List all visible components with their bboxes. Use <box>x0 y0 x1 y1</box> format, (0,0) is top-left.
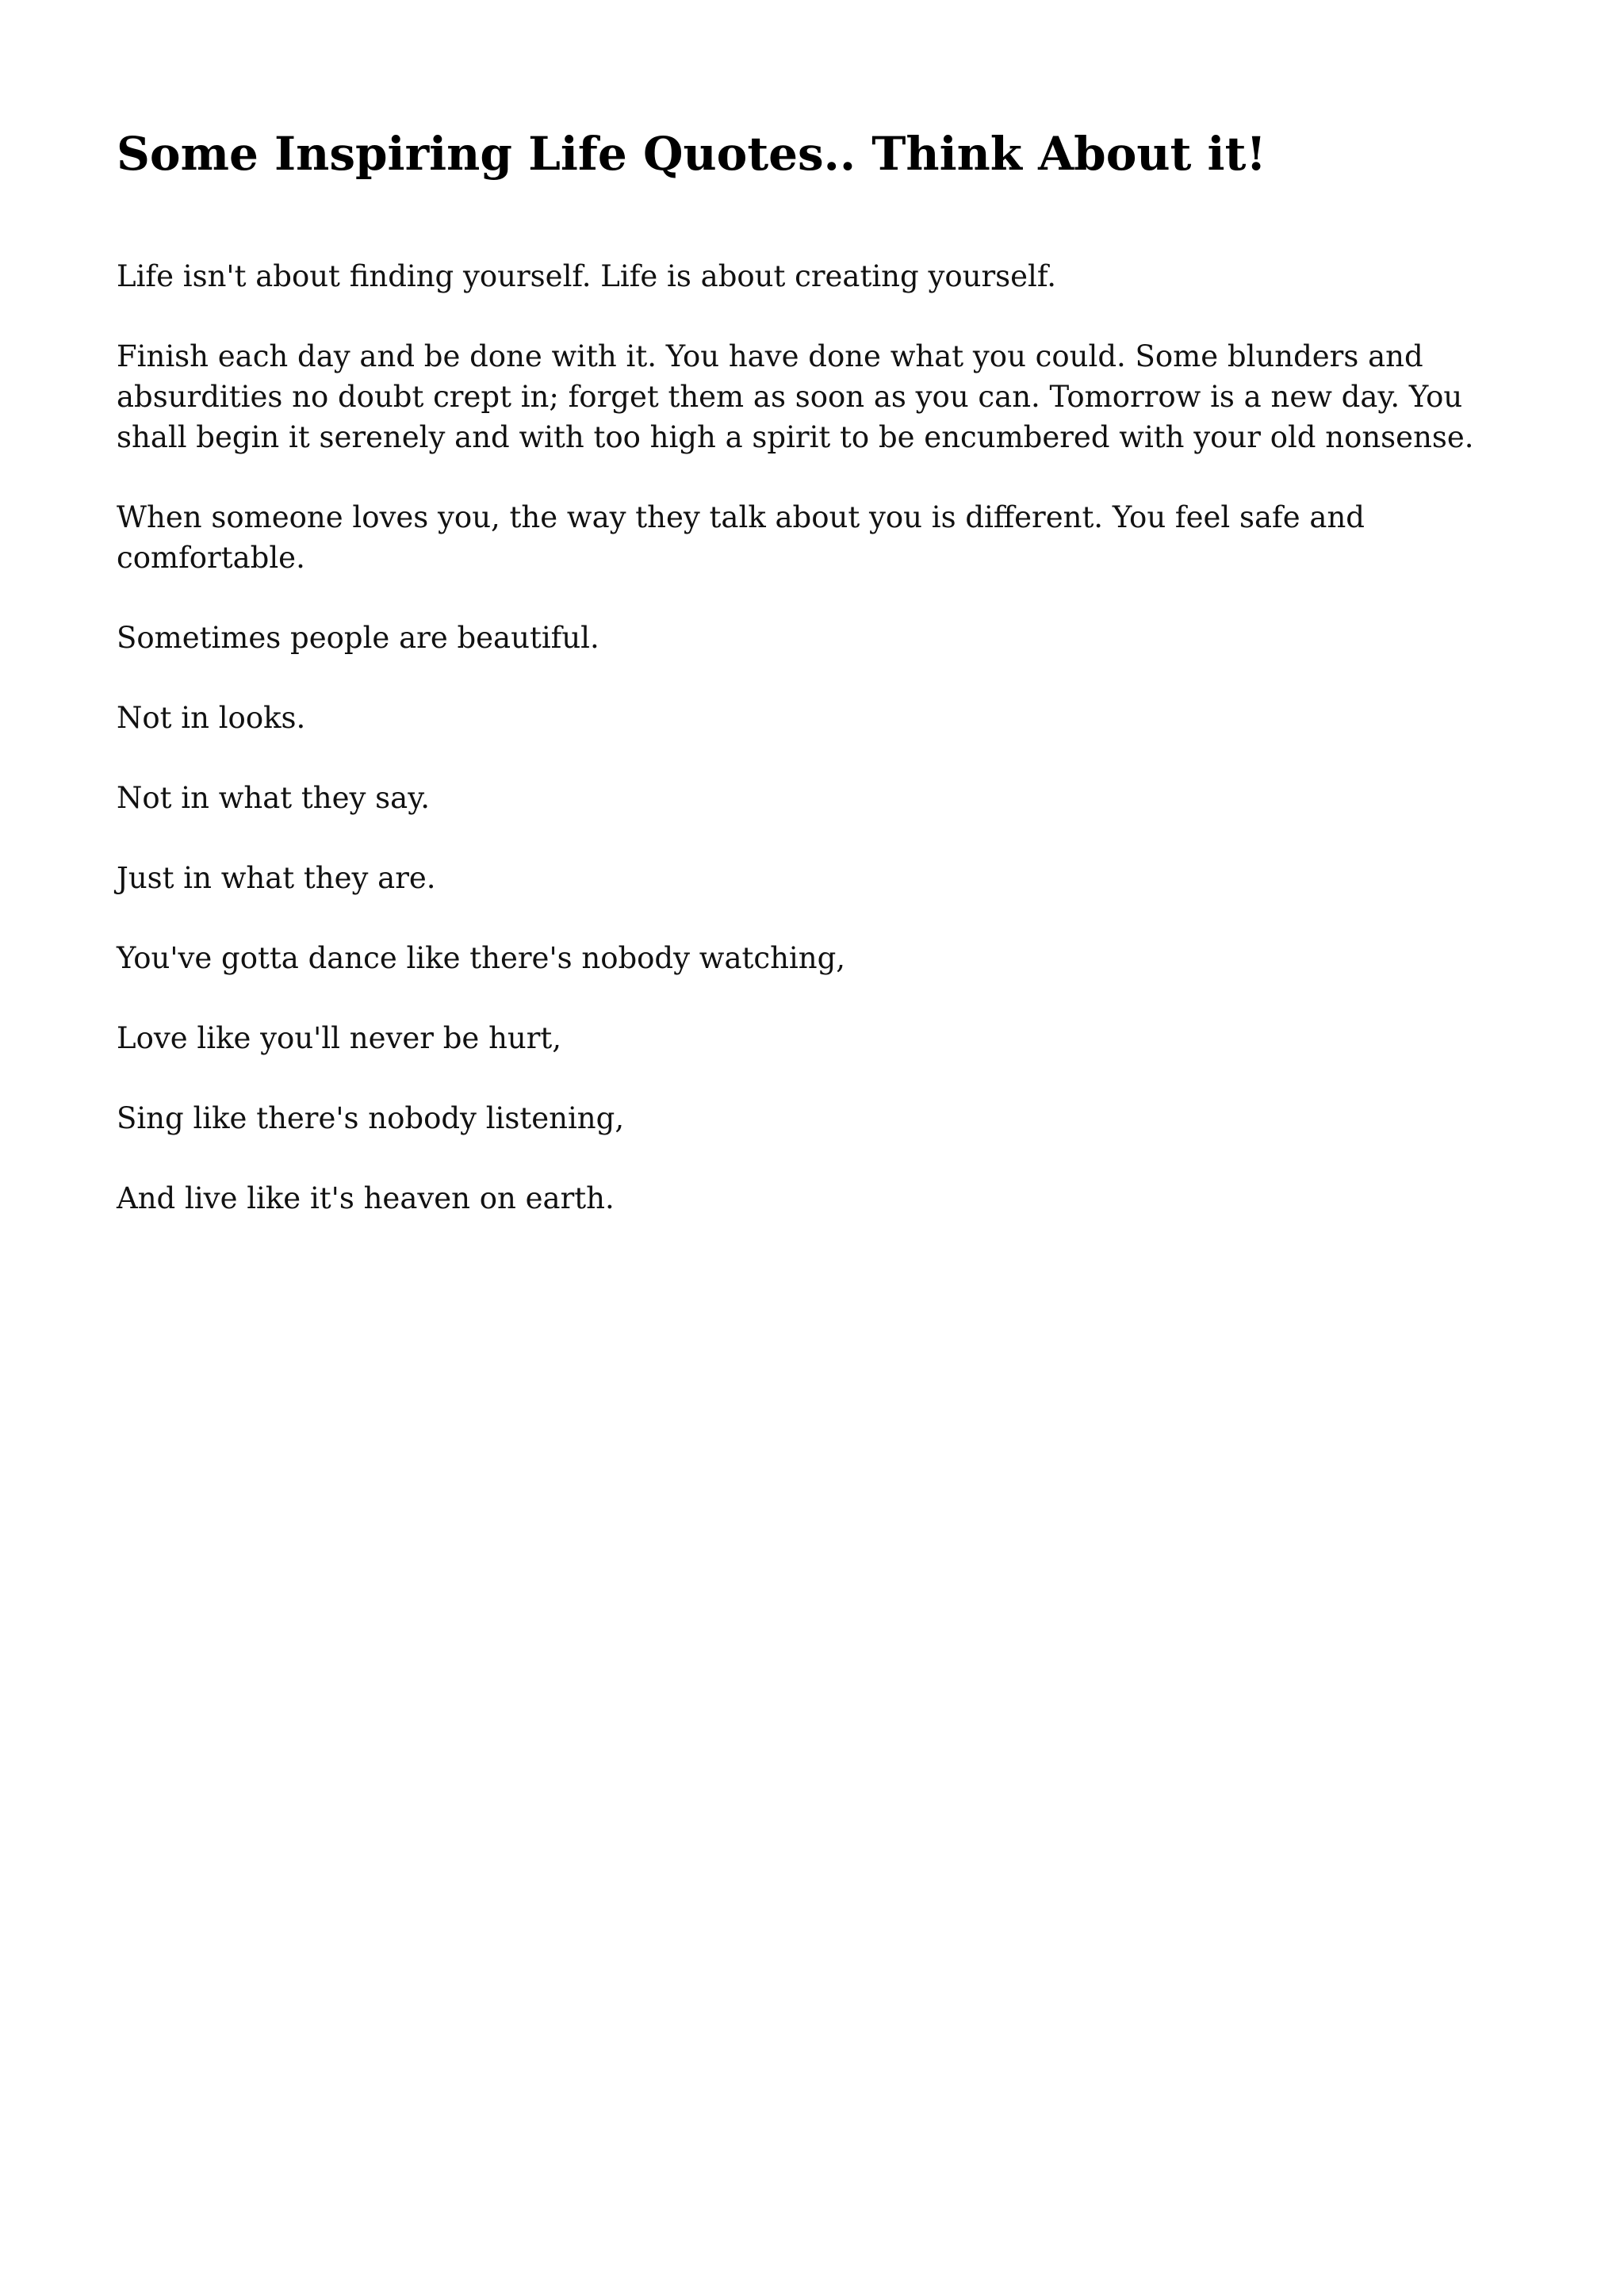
paragraph-4: Sometimes people are beautiful. <box>117 621 599 655</box>
paragraph-6: Not in what they say. <box>117 781 430 815</box>
paragraph-10: Sing like there's nobody listening, <box>117 1101 625 1135</box>
paragraph-3: When someone loves you, the way they talk about you is different. You feel safe and comfortable. <box>117 500 1365 575</box>
paragraph-5: Not in looks. <box>117 701 306 735</box>
paragraph-1: Life isn't about finding yourself. Life is about creating yourself. <box>117 259 1057 293</box>
paragraph-9: Love like you'll never be hurt, <box>117 1021 562 1055</box>
paragraph-7: Just in what they are. <box>117 861 436 895</box>
paragraph-11: And live like it's heaven on earth. <box>117 1181 615 1215</box>
page-title: Some Inspiring Life Quotes.. Think About it! <box>117 127 1266 181</box>
paragraph-8: You've gotta dance like there's nobody watching, <box>117 941 846 975</box>
article-body <box>117 256 1512 1258</box>
paragraph-2: Finish each day and be done with it. You have done what you could. Some blunders and absurdities no doubt crept in; forget them as soon as you can. Tomorrow is a new day. You shall begin it serenely and with too high a spirit to be encumbered with your old nonsense. <box>117 339 1474 454</box>
